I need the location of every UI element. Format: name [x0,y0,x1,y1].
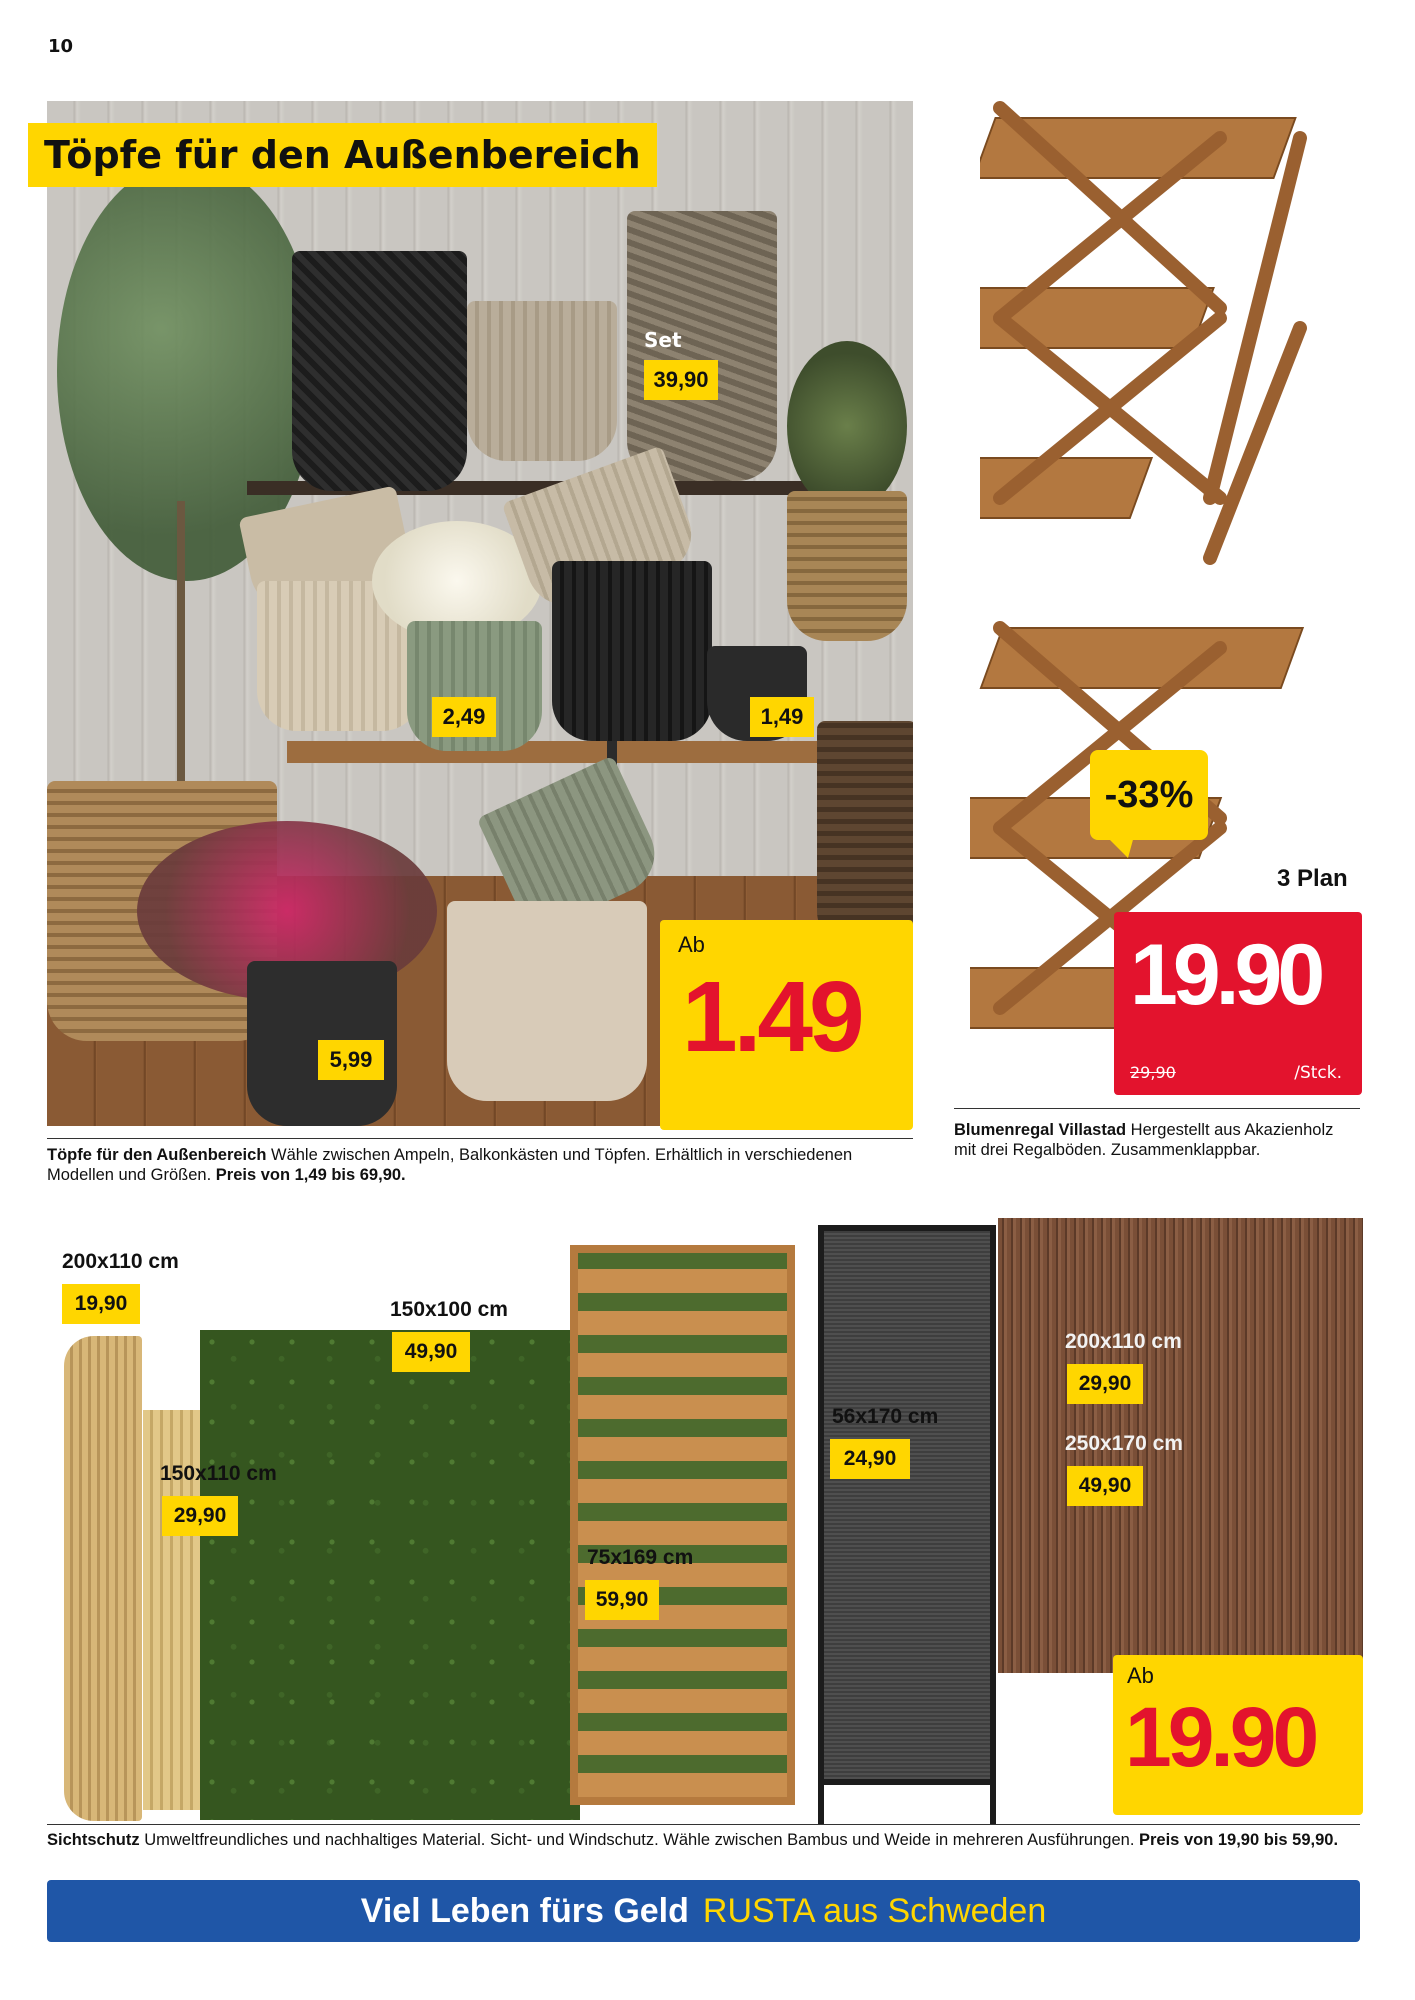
desc-price: Preis von 19,90 bis 59,90. [1139,1831,1339,1849]
flower-shelf-image [980,78,1350,593]
desc-title: Blumenregal Villastad [954,1121,1127,1139]
fence-size: 150x110 cm [160,1462,277,1485]
shelf-description [954,1120,1354,1160]
set-label: Set [644,328,682,352]
price-tag: 59,90 [585,1580,659,1620]
pots-description [47,1145,913,1185]
divider [47,1824,1360,1825]
pots-big-price-box [660,920,913,1130]
fence-size: 200x110 cm [1065,1330,1182,1353]
price-prefix: Ab [678,932,705,957]
fences-description [47,1830,1360,1850]
screen-frame [818,1225,824,1825]
desc-text: Umweltfreundliches und nachhaltiges Material. Sicht- und Windschutz. Wähle zwischen Bambus und Weide in mehreren Ausführungen. [139,1831,1139,1849]
big-price: 19.90 [1125,1690,1316,1784]
desc-text: Wähle zwischen Ampeln, Balkonkästen und Töpfen. Erhältlich in verschiedenen Modellen und Größen. [47,1146,853,1184]
fence-size: 75x169 cm [587,1546,694,1569]
shelf-price: 19.90 [1130,927,1321,1023]
divider [47,1138,913,1139]
price-prefix: Ab [1127,1663,1154,1688]
shelf-price-box [1114,912,1362,1095]
old-price: 29,90 [1130,1063,1176,1082]
price-tag: 2,49 [432,697,496,737]
discount-badge: -33% [1090,750,1208,840]
price-tag: 49,90 [1067,1466,1143,1506]
fence-size: 250x170 cm [1065,1432,1183,1455]
divider [954,1108,1360,1109]
desc-title: Sichtschutz [47,1831,140,1849]
leaf-trellis-image [200,1330,580,1820]
pots-headline: Töpfe für den Außenbereich [28,123,657,187]
fabric-screen-image [818,1225,996,1785]
page-number: 10 [48,36,74,57]
price-tag: 24,90 [830,1439,910,1479]
fence-size: 56x170 cm [832,1405,939,1428]
footer-banner [47,1880,1360,1942]
price-tag: 29,90 [1067,1364,1143,1404]
price-unit: /Stck. [1294,1063,1342,1083]
plan-label: 3 Plan [1277,865,1348,892]
price-tag: 29,90 [162,1496,238,1536]
desc-title: Töpfe für den Außenbereich [47,1146,267,1164]
bamboo-roll-image [64,1336,142,1821]
fence-size: 150x100 cm [390,1298,508,1321]
fences-big-price-box [1113,1655,1363,1815]
price-tag: 39,90 [644,360,718,400]
desc-text: Hergestellt aus Akazienholz mit drei Regalböden. Zusammenklappbar. [954,1121,1334,1159]
brand: RUSTA aus Schweden [702,1892,1047,1930]
screen-frame [990,1225,996,1825]
wooden-slat-panel-image [570,1245,795,1805]
big-price: 1.49 [682,961,861,1073]
price-tag: 1,49 [750,697,814,737]
slogan: Viel Leben fürs Geld [360,1892,689,1930]
price-tag: 19,90 [62,1284,140,1324]
desc-price: Preis von 1,49 bis 69,90. [215,1166,406,1184]
price-tag: 49,90 [392,1332,470,1372]
price-tag: 5,99 [318,1040,384,1080]
fence-size: 200x110 cm [62,1250,179,1273]
